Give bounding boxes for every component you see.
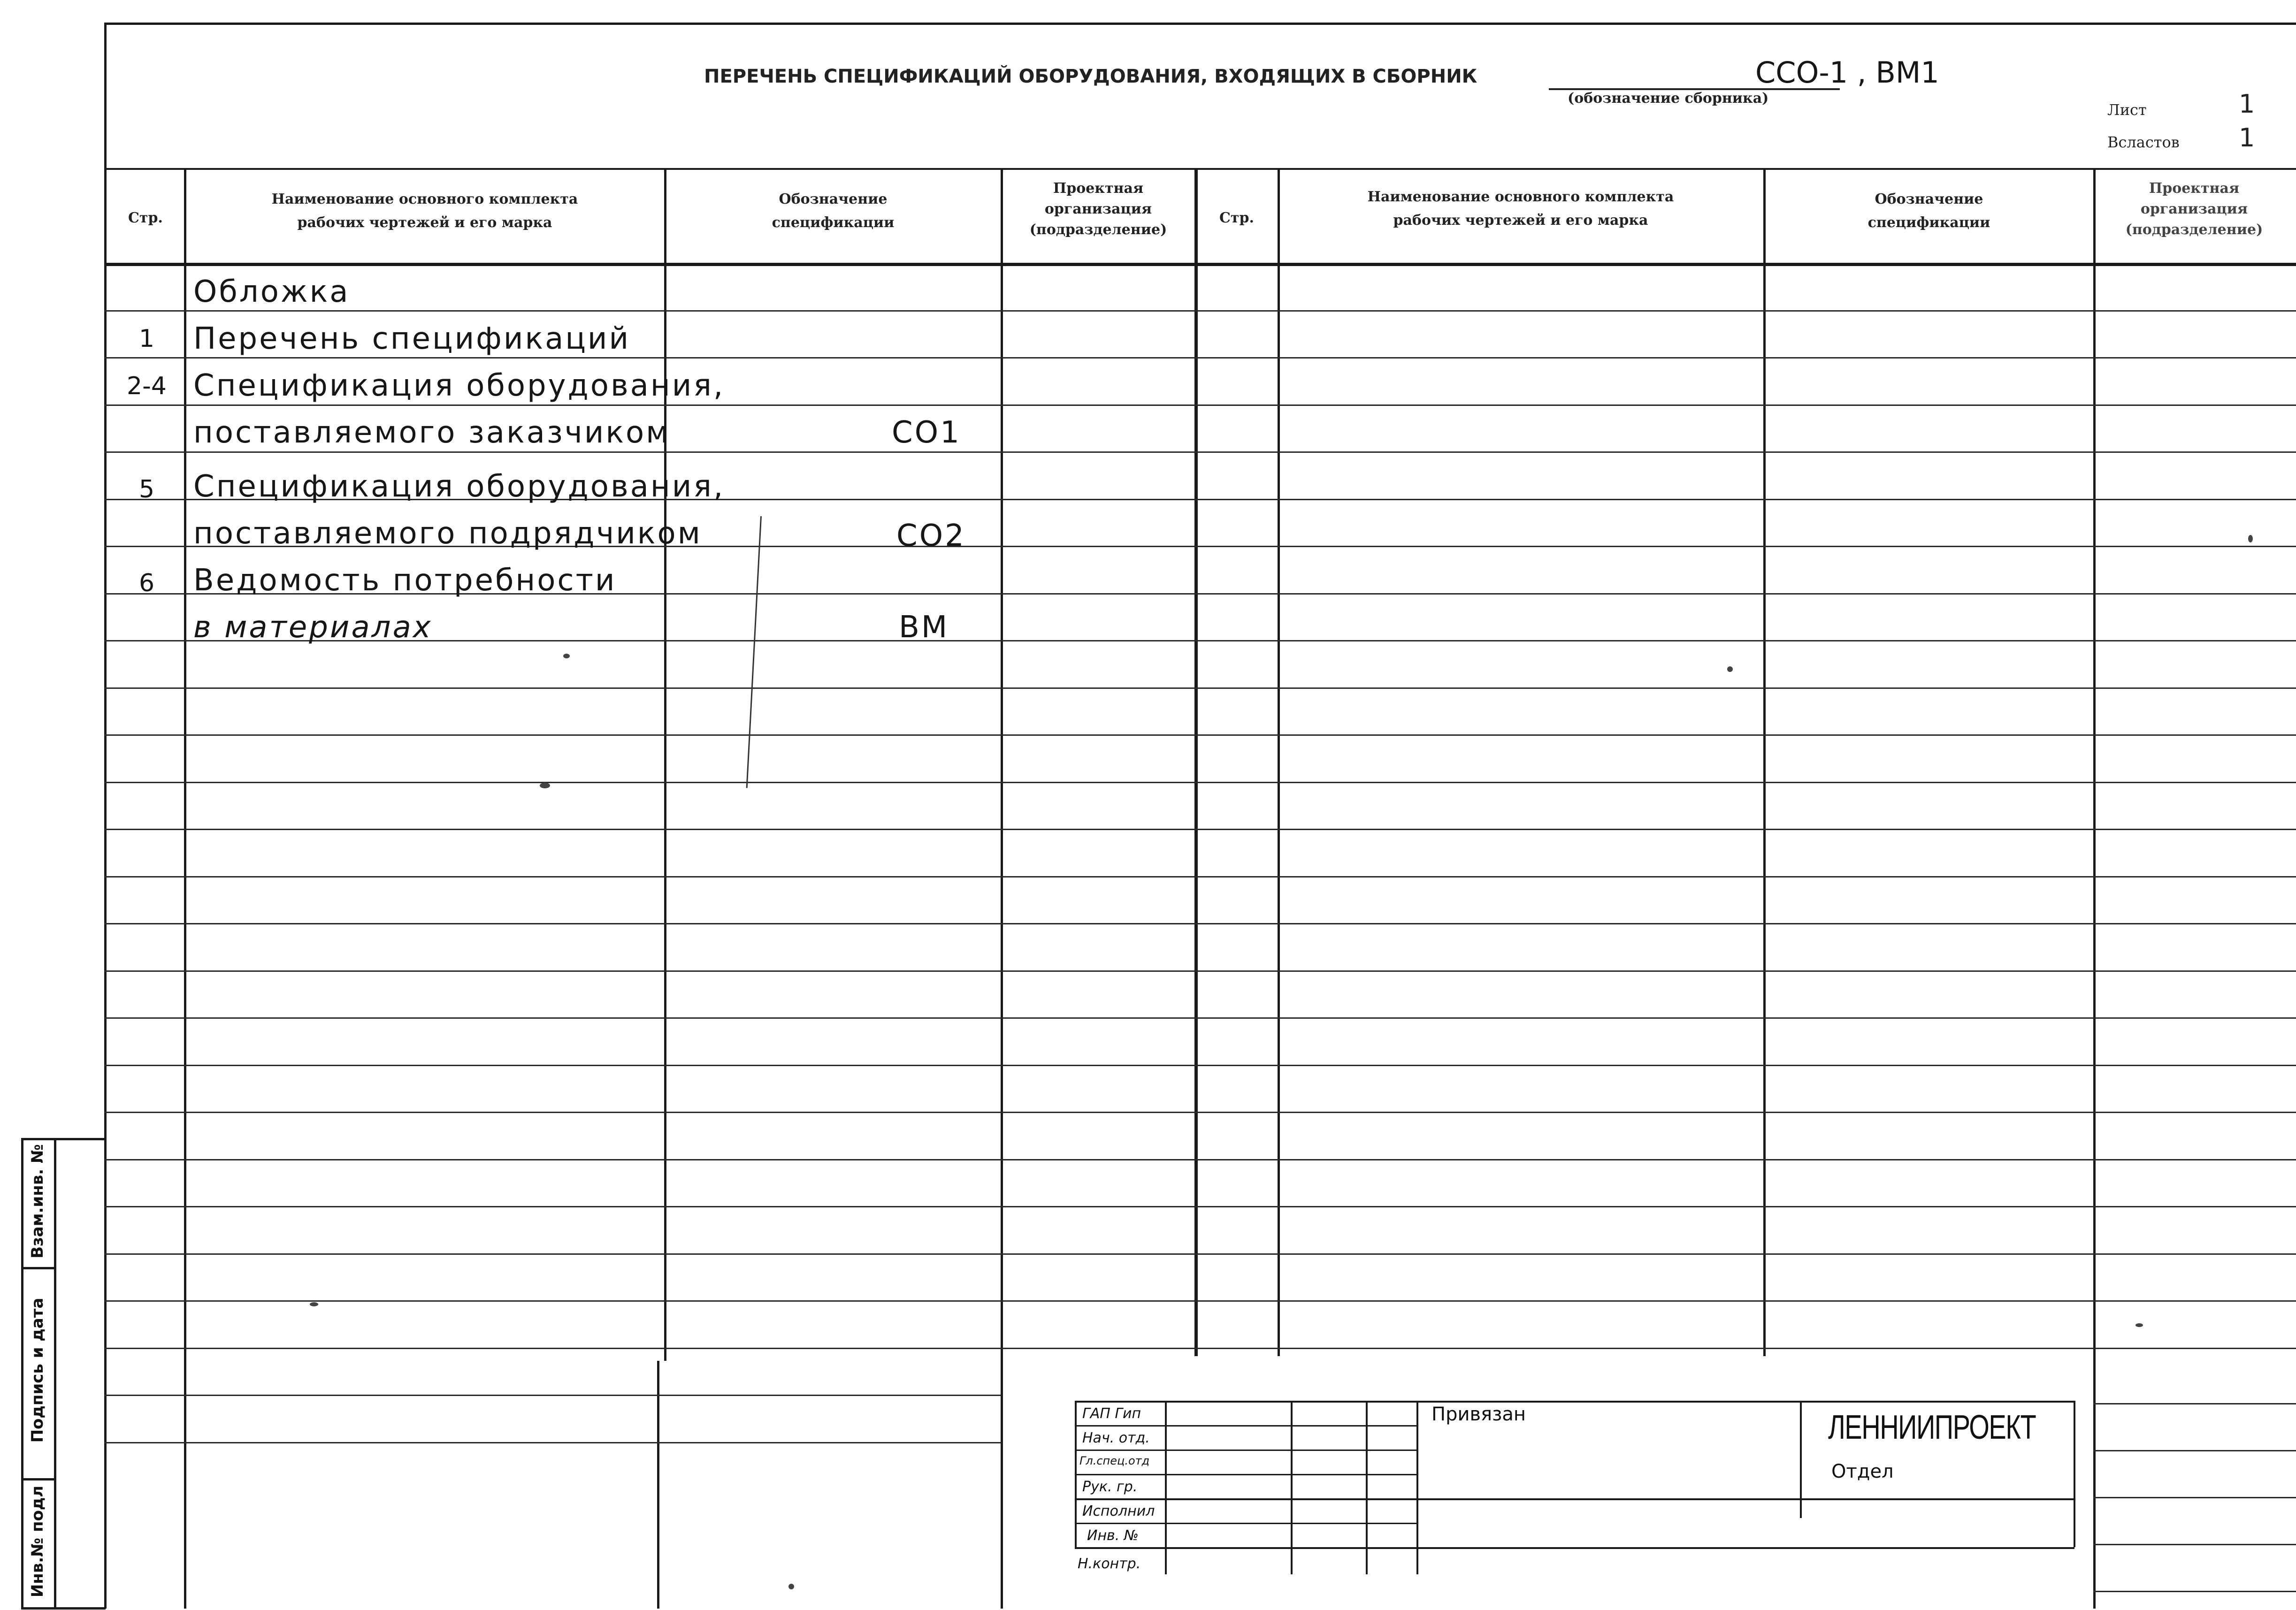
stray-pencil-line (746, 516, 762, 788)
tb-role: ГАП Гип (1082, 1405, 1141, 1422)
side-strip-bottom (21, 1607, 106, 1610)
row-line (104, 451, 2296, 453)
row-line (104, 876, 2296, 877)
scan-speck (540, 783, 550, 788)
sheets-total-value: 1 (2239, 123, 2255, 153)
tb-tied-label: Привязан (1431, 1404, 1526, 1425)
row-line (104, 357, 2296, 359)
row-line (2093, 1497, 2296, 1498)
scan-speck (788, 1584, 794, 1589)
col-line-name-left-bottom (657, 1361, 659, 1609)
tb-top (1075, 1401, 2074, 1403)
collection-code: ССО-1 , ВМ1 (1755, 55, 1939, 90)
col-header-spec-right (1765, 188, 2093, 235)
row-name: поставляемого заказчиком (193, 415, 671, 450)
scan-speck (563, 654, 570, 658)
tb-left-edge (1075, 1401, 1077, 1547)
tb-role: Н.контр. (1078, 1556, 1141, 1572)
tb-right-edge (2074, 1401, 2075, 1547)
row-line (104, 1253, 2296, 1255)
col-header-page-left (106, 206, 185, 230)
col-header-spec-right-l2: спецификации (1867, 214, 1990, 231)
row-page: 5 (138, 475, 155, 504)
column-header-bottom-rule (104, 263, 2296, 266)
row-line (104, 1159, 2296, 1160)
col-line-name-left (664, 169, 666, 1361)
tb-org-name: ЛЕННИИПРОЕКТ (1828, 1409, 2036, 1446)
side-stamp-signature-date: Подпись и дата (28, 1297, 47, 1443)
row-name: в материалах (193, 610, 433, 645)
tb-row5 (1075, 1523, 1417, 1524)
scan-speck (2135, 1323, 2143, 1327)
col-header-org-right-l3: (подразделение) (2125, 221, 2263, 238)
row-line (104, 640, 2296, 641)
col-header-org-right-l2: организация (2140, 201, 2248, 217)
tb-role: Инв. № (1087, 1527, 1139, 1544)
row-line (104, 1348, 2296, 1349)
tb-role: Гл.спец.отд (1079, 1454, 1150, 1467)
row-line (104, 1300, 2296, 1302)
col-header-spec-left-l2: спецификации (772, 214, 895, 231)
row-line (2093, 1450, 2296, 1451)
tb-row6 (1075, 1547, 2074, 1549)
row-line (104, 404, 2296, 406)
tb-row3 (1075, 1474, 1417, 1475)
col-header-name-right (1279, 185, 1762, 232)
row-line (104, 1065, 2296, 1066)
col-line-page-right (1278, 169, 1280, 1356)
scan-speck (2248, 535, 2253, 542)
col-line-spec-left (1001, 169, 1003, 1609)
tb-row4 (1075, 1498, 2074, 1500)
row-line (104, 687, 2296, 689)
col-header-name-left (188, 188, 662, 235)
header-bottom-rule (104, 168, 2296, 170)
col-header-name-left-l2: рабочих чертежей и его марка (297, 214, 552, 231)
row-line (104, 1442, 1001, 1443)
row-line (104, 734, 2296, 736)
document-title: ПЕРЕЧЕНЬ СПЕЦИФИКАЦИЙ ОБОРУДОВАНИЯ, ВХОДЯЩИХ В СБОРНИК (704, 66, 1477, 87)
tb-role: Исполнил (1082, 1503, 1155, 1519)
col-header-spec-left-l1: Обозначение (779, 191, 888, 207)
title-block (1075, 1401, 2074, 1574)
col-header-name-right-l1: Наименование основного комплекта (1367, 189, 1674, 205)
col-header-page-right (1197, 206, 1277, 230)
col-line-name-right (1763, 169, 1766, 1356)
row-page: 2-4 (127, 372, 167, 400)
col-line-org-left (1194, 169, 1198, 1356)
tb-dept-label: Отдел (1831, 1461, 1894, 1482)
row-line (104, 1112, 2296, 1113)
col-header-name-right-l2: рабочих чертежей и его марка (1393, 212, 1648, 229)
row-line (104, 1395, 1001, 1396)
row-name: Ведомость потребности (193, 563, 617, 598)
side-stamp-replaced-inv: Взам.инв. № (28, 1144, 47, 1259)
tb-row1 (1075, 1425, 1417, 1427)
row-name: Спецификация оборудования, (193, 368, 725, 403)
col-header-name-left-l1: Наименование основного комплекта (271, 191, 578, 207)
col-header-org-left-l3: (подразделение) (1029, 221, 1167, 238)
row-line (104, 829, 2296, 830)
row-spec: СО2 (896, 519, 966, 553)
scan-speck (310, 1302, 318, 1306)
outer-frame-left (104, 23, 107, 1609)
side-stamp-original-inv: Инв.№ подл (28, 1485, 47, 1598)
row-line (104, 1206, 2296, 1207)
row-line (2093, 1544, 2296, 1545)
side-strip-outer (21, 1138, 23, 1609)
row-line (104, 782, 2296, 783)
row-name: Обложка (193, 275, 350, 309)
tb-role: Нач. отд. (1082, 1430, 1150, 1446)
row-line (104, 970, 2296, 972)
row-name: Спецификация оборудования, (193, 469, 725, 504)
sheets-total-label: Всластов (2107, 133, 2180, 151)
outer-frame-top (106, 23, 2296, 25)
sheet-label: Лист (2107, 101, 2147, 119)
tb-row2 (1075, 1450, 1417, 1451)
col-header-org-left (1002, 178, 1194, 240)
col-header-page-left-text: Стр. (128, 210, 163, 226)
row-line (104, 310, 2296, 312)
col-header-spec-right-l1: Обозначение (1875, 191, 1983, 207)
row-spec: СО1 (892, 415, 961, 450)
col-header-page-right-text: Стр. (1219, 210, 1254, 226)
row-name: поставляемого подрядчиком (193, 516, 702, 551)
row-name: Перечень спецификаций (193, 321, 631, 356)
side-strip-inner (54, 1138, 56, 1609)
scan-speck (1727, 666, 1733, 672)
row-page: 1 (138, 325, 155, 353)
row-line (2093, 1403, 2296, 1404)
tb-org-col (1800, 1401, 1802, 1518)
row-line (2093, 1591, 2296, 1592)
col-header-org-left-l1: Проектная (1053, 180, 1144, 197)
row-page: 6 (138, 569, 155, 597)
tb-role: Рук. гр. (1082, 1479, 1138, 1495)
sheet-value: 1 (2239, 89, 2255, 119)
col-header-org-right (2096, 178, 2293, 240)
col-line-spec-right (2093, 169, 2096, 1609)
row-spec: ВМ (899, 610, 949, 645)
col-header-org-left-l2: организация (1044, 201, 1152, 217)
col-header-org-right-l1: Проектная (2149, 180, 2240, 197)
collection-code-caption: (обозначение сборника) (1568, 90, 1769, 107)
row-line (104, 923, 2296, 924)
row-line (104, 1017, 2296, 1019)
col-header-spec-left (666, 188, 1000, 235)
